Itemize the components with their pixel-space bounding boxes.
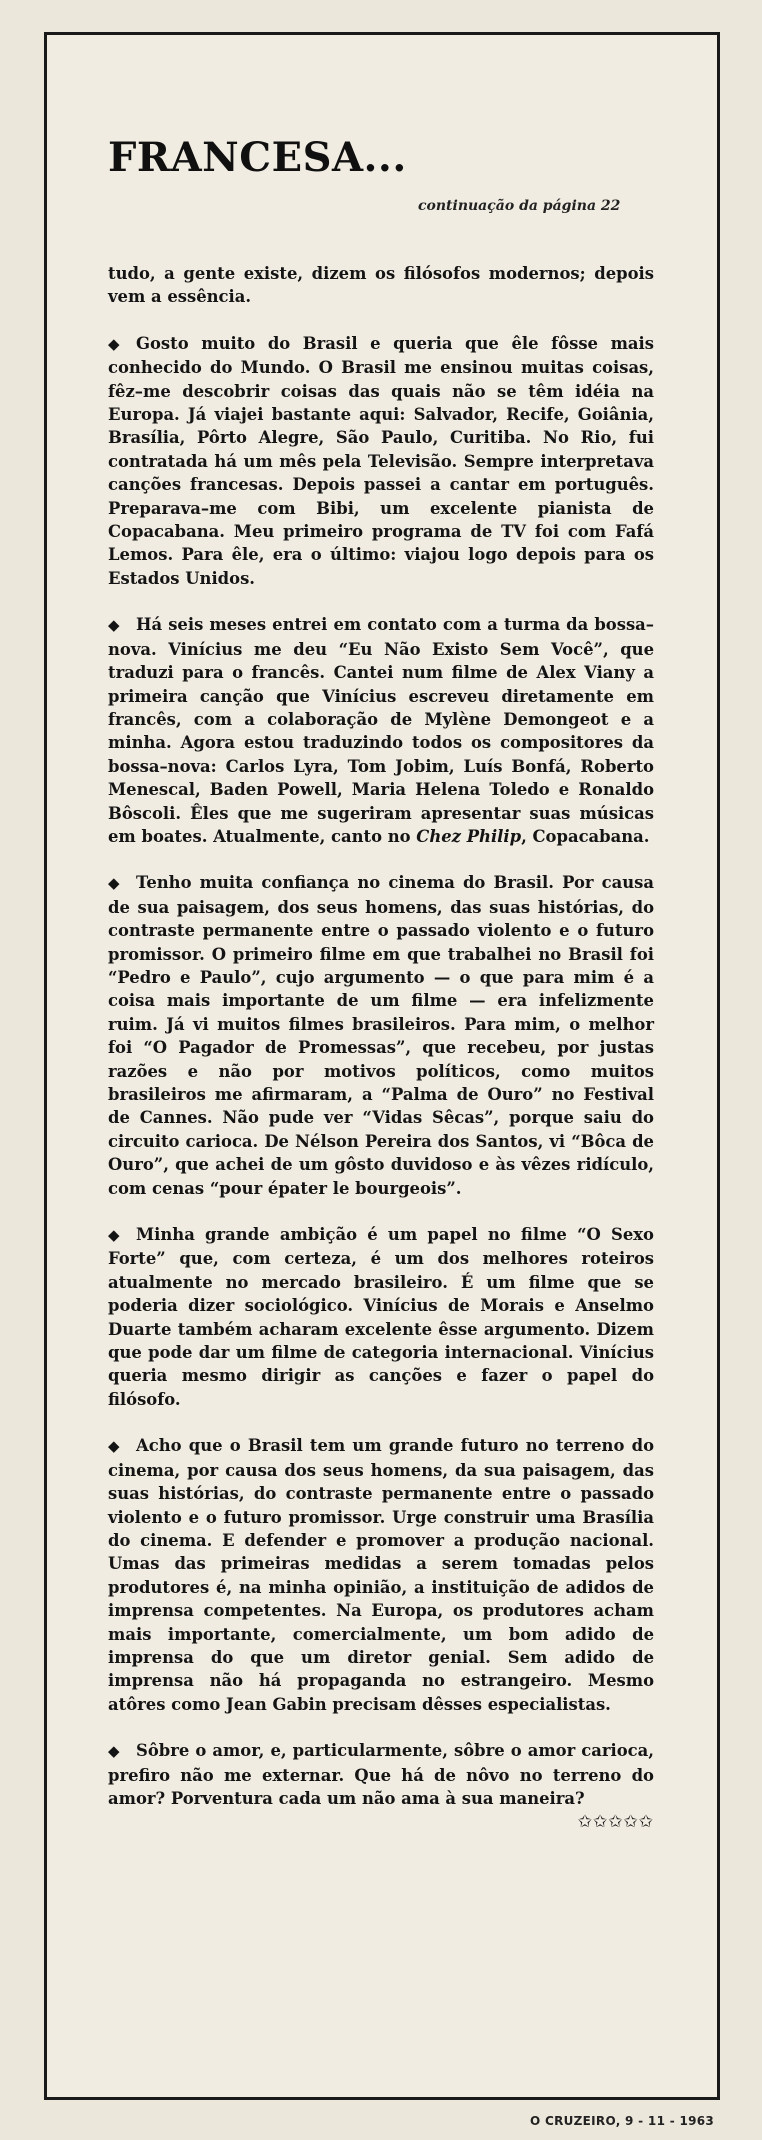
diamond-bullet-icon: ◆ [108,334,120,353]
end-stars-icon: ✩✩✩✩✩ [577,1812,654,1833]
paragraph-text: Há seis meses entrei em contato com a turma da bossa–nova. Vinícius me deu “Eu Não Existo Sem Você”, que traduzi para o francês. Cantei num filme de Alex Viany a primeira canção que Vinícius escreveu diretamente em francês, com a colaboração de Mylène Demongeot e a minha. Agora estou traduzindo todos os compositores da bossa–nova: Carlos Lyra, Tom Jobim, Luís Bonfá, Roberto Menescal, Baden Powell, Maria Helena Toledo e Ronaldo Bôscoli. Êles que me sugeriram apresentar suas músicas em boates. Atualmente, canto no [108,615,654,846]
diamond-bullet-icon: ◆ [108,1226,120,1245]
paragraph-futuro [108,1434,654,1716]
diamond-bullet-icon: ◆ [108,1437,120,1456]
paragraph-text: Sôbre o amor, e, particularmente, sôbre o amor carioca, prefiro não me externar. Que há de nôvo no terreno do amor? Porventura cada um não ama à sua maneira? [108,1741,654,1808]
continuation-note: continuação da página 22 [418,198,621,214]
paragraph-ambicao [108,1223,654,1411]
diamond-bullet-icon: ◆ [108,616,120,635]
article-title: FRANCESA... [108,134,407,181]
article-body [108,262,654,1835]
venue-tail: , Copacabana. [521,826,650,846]
venue-name: Chez Philip [416,826,522,846]
paragraph-brasil [108,332,654,590]
paragraph-text: Tenho muita confiança no cinema do Brasil. Por causa de sua paisagem, dos seus homens, das suas histórias, do contraste permanente entre o passado violento e o futuro promissor. O primeiro filme em que trabalhei no Brasil foi “Pedro e Paulo”, cujo argumento — o que para mim é a coisa mais importante de um filme — era infelizmente ruim. Já vi muitos filmes brasileiros. Para mim, o melhor foi “O Pagador de Promessas”, que recebeu, por justas razões e não por motivos políticos, como muitos brasileiros me afirmaram, a “Palma de Ouro” no Festival de Cannes. Não pude ver “Vidas Sêcas”, porque saiu do circuito carioca. De Nélson Pereira dos Santos, vi “Bôca de Ouro”, que achei de um gôsto duvidoso e às vêzes ridículo, com cenas “pour épater le bourgeois”. [108,873,654,1198]
paragraph-bossa-nova [108,613,654,848]
issue-footer: O CRUZEIRO, 9 - 11 - 1963 [530,2114,715,2128]
intro-paragraph: tudo, a gente existe, dizem os filósofos modernos; depois vem a essência. [108,264,654,307]
paragraph-cinema [108,871,654,1200]
paragraph-amor [108,1739,654,1833]
diamond-bullet-icon: ◆ [108,1742,120,1761]
paragraph-text: Minha grande ambição é um papel no filme “O Sexo Forte” que, com certeza, é um dos melhores roteiros atualmente no mercado brasileiro. É um filme que se poderia dizer sociológico. Vinícius de Morais e Anselmo Duarte também acharam excelente êsse argumento. Dizem que pode dar um filme de categoria internacional. Vinícius queria mesmo dirigir as canções e fazer o papel do filósofo. [108,1225,654,1409]
paragraph-text: Gosto muito do Brasil e queria que êle fôsse mais conhecido do Mundo. O Brasil me ensinou muitas coisas, fêz–me descobrir coisas das quais não se têm idéia na Europa. Já viajei bastante aqui: Salvador, Recife, Goiânia, Brasília, Pôrto Alegre, São Paulo, Curitiba. No Rio, fui contratada há um mês pela Televisão. Sempre interpretava canções francesas. Depois passei a cantar em português. Preparava–me com Bibi, um excelente pianista de Copacabana. Meu primeiro programa de TV foi com Fafá Lemos. Para êle, era o último: viajou logo depois para os Estados Unidos. [108,333,654,588]
paragraph-text: Acho que o Brasil tem um grande futuro no terreno do cinema, por causa dos seus homens, da sua paisagem, das suas histórias, do contraste permanente entre o passado violento e o futuro promissor. Urge construir uma Brasília do cinema. E defender e promover a produção nacional. Umas das primeiras medidas a serem tomadas pelos produtores é, na minha opinião, a instituição de adidos de imprensa competentes. Na Europa, os produtores acham mais importante, comercialmente, um bom adido de imprensa do que um diretor genial. Sem adido de imprensa não há propaganda no estrangeiro. Mesmo atôres como Jean Gabin precisam dêsses especialistas. [108,1436,654,1714]
diamond-bullet-icon: ◆ [108,874,120,893]
